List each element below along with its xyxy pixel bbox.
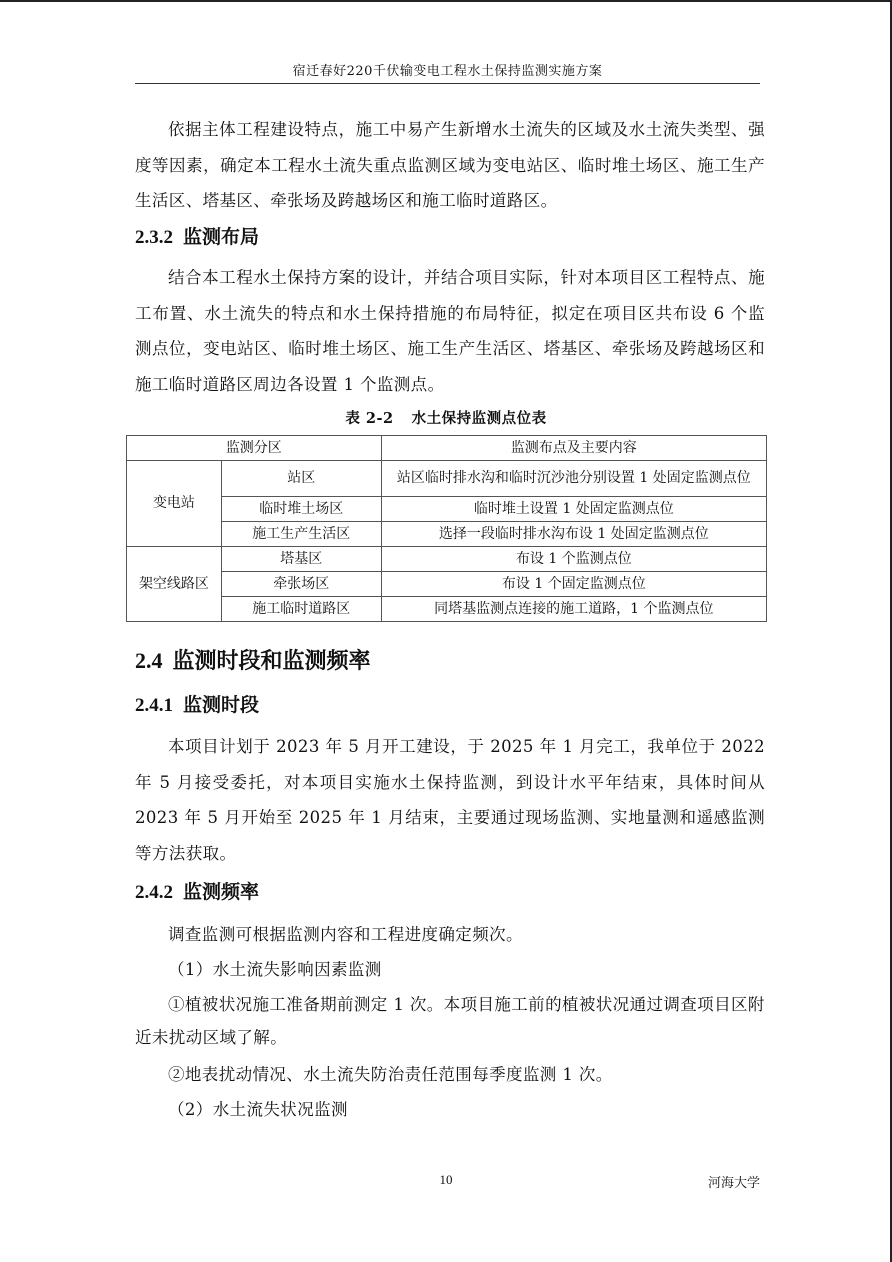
table-row (127, 497, 767, 522)
table-cell-area: 临时堆土场区 (221, 497, 381, 522)
table-cell-content: 同塔基监测点连接的施工道路，1 个监测点位 (381, 597, 766, 622)
table-row (127, 461, 767, 497)
heading-2-3-2 (135, 224, 259, 251)
page-border-top (0, 0, 892, 2)
table-cell-content: 站区临时排水沟和临时沉沙池分别设置 1 处固定监测点位 (381, 461, 766, 497)
period-paragraph: 本项目计划于 2023 年 5 月开工建设，于 2025 年 1 月完工，我单位于 2022 年 5 月接受委托，对本项目实施水土保持监测，到设计水平年结束，具体时间从 2023 年 5 月开始至 2025 年 1 月结束，主要通过现场监测、实地量测和遥感监测等方法获取。 (135, 737, 765, 863)
heading-number: 2.4.1 (135, 695, 173, 716)
heading-number: 2.4 (135, 648, 163, 673)
heading-2-4 (135, 646, 371, 676)
header-rule (135, 83, 760, 84)
heading-title: 监测时段和监测频率 (172, 648, 371, 674)
footer-organization: 河海大学 (707, 1176, 760, 1191)
heading-number: 2.3.2 (135, 227, 173, 248)
heading-title: 监测频率 (183, 881, 260, 903)
table-row (127, 597, 767, 622)
table-row (127, 547, 767, 572)
table-cell-area: 牵张场区 (221, 572, 381, 597)
table-cell-area: 塔基区 (221, 547, 381, 572)
table-cell-content: 布设 1 个固定监测点位 (381, 572, 766, 597)
monitoring-points-table (126, 435, 767, 622)
table-cell-content: 临时堆土设置 1 处固定监测点位 (381, 497, 766, 522)
table-row (127, 572, 767, 597)
table-caption (126, 410, 766, 428)
intro-paragraph: 依据主体工程建设特点，施工中易产生新增水土流失的区域及水土流失类型、强度等因素，确定本工程水土流失重点监测区域为变电站区、临时堆土场区、施工生产生活区、塔基区、牵张场及跨越场区和施工临时道路区。 (135, 120, 765, 210)
table-cell-content: 布设 1 个监测点位 (381, 547, 766, 572)
table-caption-title: 水土保持监测点位表 (411, 410, 547, 427)
heading-number: 2.4.2 (135, 882, 173, 903)
table-caption-number: 表 2-2 (345, 410, 394, 427)
layout-paragraph: 结合本工程水土保持方案的设计，并结合项目实际，针对本项目区工程特点、施工布置、水土流失的特点和水土保持措施的布局特征，拟定在项目区共布设 6 个监测点位，变电站区、临时堆土场区、施工生产生活区、塔基区、牵张场及跨越场区和施工临时道路区周边各设置 1 个监测点。 (135, 268, 765, 394)
frequency-item-1a: ①植被状况施工准备期前测定 1 次。本项目施工前的植被状况通过调查项目区附近未扰动区域了解。 (135, 995, 765, 1047)
table-row (127, 522, 767, 547)
running-header: 宿迁春好220千伏输变电工程水土保持监测实施方案 (292, 64, 603, 79)
table-header-cell: 监测布点及主要内容 (381, 436, 766, 461)
heading-2-4-2 (135, 879, 259, 906)
frequency-item-1: （1）水土流失影响因素监测 (168, 960, 382, 979)
table-cell-content: 选择一段临时排水沟布设 1 处固定监测点位 (381, 522, 766, 547)
frequency-item-2: （2）水土流失状况监测 (168, 1100, 348, 1119)
heading-2-4-1 (135, 692, 259, 719)
table-group-cell: 变电站 (127, 461, 222, 547)
heading-title: 监测时段 (183, 694, 260, 716)
table-header-cell: 监测分区 (127, 436, 382, 461)
table-header-row (127, 436, 767, 461)
table-cell-area: 站区 (221, 461, 381, 497)
table-group-cell: 架空线路区 (127, 547, 222, 622)
table-cell-area: 施工生产生活区 (221, 522, 381, 547)
frequency-item-1b: ②地表扰动情况、水土流失防治责任范围每季度监测 1 次。 (168, 1065, 613, 1084)
page-number: 10 (439, 1172, 453, 1187)
heading-title: 监测布局 (183, 226, 260, 248)
table-cell-area: 施工临时道路区 (221, 597, 381, 622)
frequency-intro: 调查监测可根据监测内容和工程进度确定频次。 (168, 925, 523, 944)
